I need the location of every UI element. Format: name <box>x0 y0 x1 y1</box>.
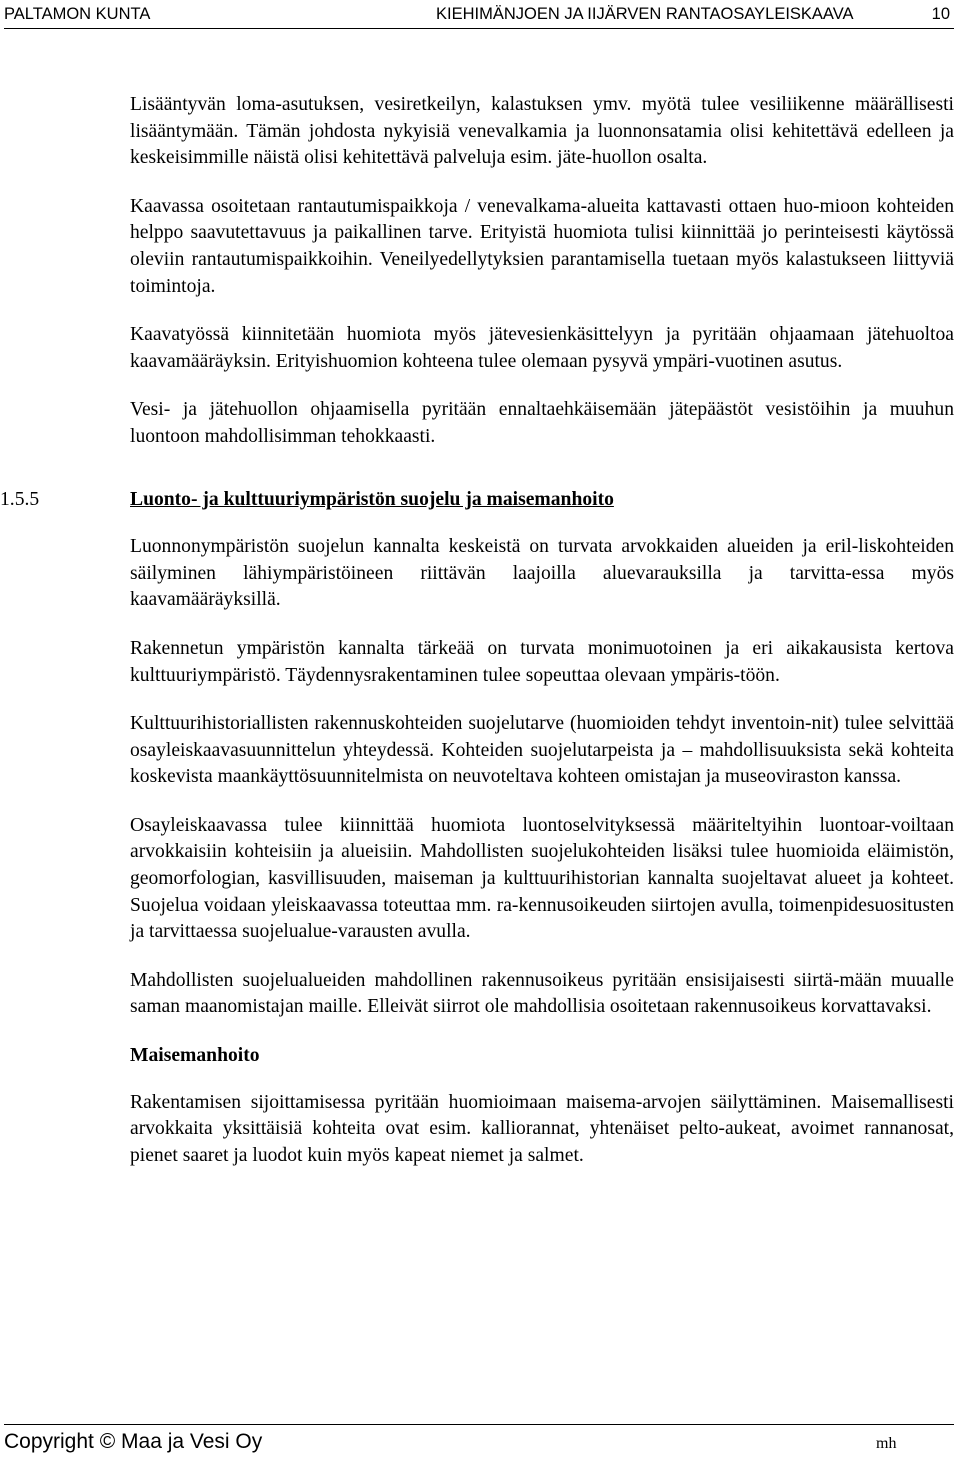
page-number: 10 <box>931 5 950 23</box>
section-paragraph: Osayleiskaavassa tulee kiinnittää huomiota luontoselvityksessä määriteltyihin luontoar-voiltaan arvokkaisiin kohteisiin ja alueisiin. Mahdollisten suojelukohteiden lisäksi tulee huomioida eläimistön, geomorfologian, kasvillisuuden, maiseman ja kulttuurihistorian kannalta suojeltavat alueet ja kohteet. Suojelua voidaan yleiskaavassa toteuttaa mm. ra-kennusoikeuden siirtojen avulla, toimenpidesuositusten ja tarvittaessa suojelualue-varausten avulla. <box>130 814 954 943</box>
page-header <box>4 0 954 29</box>
author-initials: mh <box>876 1435 897 1452</box>
section-heading <box>0 487 954 514</box>
body-paragraph: Vesi- ja jätehuollon ohjaamisella pyritään ennaltaehkäisemään jätepäästöt vesistöihin ja muuhun luontoon mahdollisimman tehokkaasti. <box>130 399 954 447</box>
body-paragraph: Kaavatyössä kiinnitetään huomiota myös jätevesienkäsittelyyn ja pyritään ohjaamaan jätehuoltoa kaavamääräyksin. Erityishuomion kohteena tulee olemaan pysyvä ympäri-vuotinen asutus. <box>130 324 954 372</box>
body-paragraph: Kaavassa osoitetaan rantautumispaikkoja / venevalkama-alueita kattavasti ottaen huo-mioon kohteiden helppo saavutettavuus ja paikallinen tarve. Erityistä huomiota tulisi kiinnittää jo perinteisesti käytössä oleviin rantautumispaikkoihin. Veneilyedellytyksien parantamisella tuetaan myös kalastukseen liittyviä toimintoja. <box>130 195 954 297</box>
page-footer <box>4 1424 954 1456</box>
section-number: 1.5.5 <box>0 488 40 510</box>
section-paragraph: Luonnonympäristön suojelun kannalta keskeistä on turvata arvokkaiden alueiden ja eril-liskohteiden säilyminen lähiympäristöineen riittävän laajoilla aluevarauksilla ja tarvitta-essa myös kaavamääräyksillä. <box>130 536 954 611</box>
subheading-maisemanhoito: Maisemanhoito <box>130 1045 260 1067</box>
subsection-paragraph: Rakentamisen sijoittamisessa pyritään huomioimaan maisema-arvojen säilyttäminen. Maisemallisesti arvokkaita yksittäisiä kohteita ovat esim. kalliorannat, yhtenäiset pelto-aukeat, avoimet rannanosat, pienet saaret ja luodot kuin myös kapeat niemet ja salmet. <box>130 1091 954 1166</box>
municipality-name: PALTAMON KUNTA <box>4 5 151 23</box>
section-paragraph: Rakennetun ympäristön kannalta tärkeää on turvata monimuotoinen ja eri aikakausista kertova kulttuuriympäristö. Täydennysrakentaminen tulee sopeuttaa olevaan ympäris-töön. <box>130 637 954 686</box>
body-paragraph: Lisääntyvän loma-asutuksen, vesiretkeilyn, kalastuksen ymv. myötä tulee vesiliikenne määrällisesti lisääntymään. Tämän johdosta nykyisiä venevalkamia ja luonnonsatamia olisi kehitettävä edelleen ja keskeisimmille näistä olisi kehitettävä palveluja esim. jäte-huollon osalta. <box>130 94 954 169</box>
section-paragraph: Mahdollisten suojelualueiden mahdollinen rakennusoikeus pyritään ensisijaisesti siirtä-mään muualle saman maanomistajan maille. Elleivät siirrot ole mahdollisia osoitetaan rakennusoikeus korvattavaksi. <box>130 969 954 1018</box>
document-body <box>0 92 954 1191</box>
copyright-notice: Copyright © Maa ja Vesi Oy <box>4 1430 263 1453</box>
plan-title: KIEHIMÄNJOEN JA IIJÄRVEN RANTAOSAYLEISKAAVA <box>436 5 854 23</box>
section-title: Luonto- ja kulttuuriympäristön suojelu ja maisemanhoito <box>130 488 614 510</box>
section-paragraph: Kulttuurihistoriallisten rakennuskohteiden suojelutarve (huomioiden tehdyt inventoin-nit) tulee selvittää osayleiskaavasuunnittelun yhteydessä. Kohteiden suojelutarpeista ja – mahdollisuuksista sekä kohteita koskevista maankäyttösuunnitelmista on neuvoteltava kohteen omistajan ja museoviraston kanssa. <box>130 713 954 788</box>
